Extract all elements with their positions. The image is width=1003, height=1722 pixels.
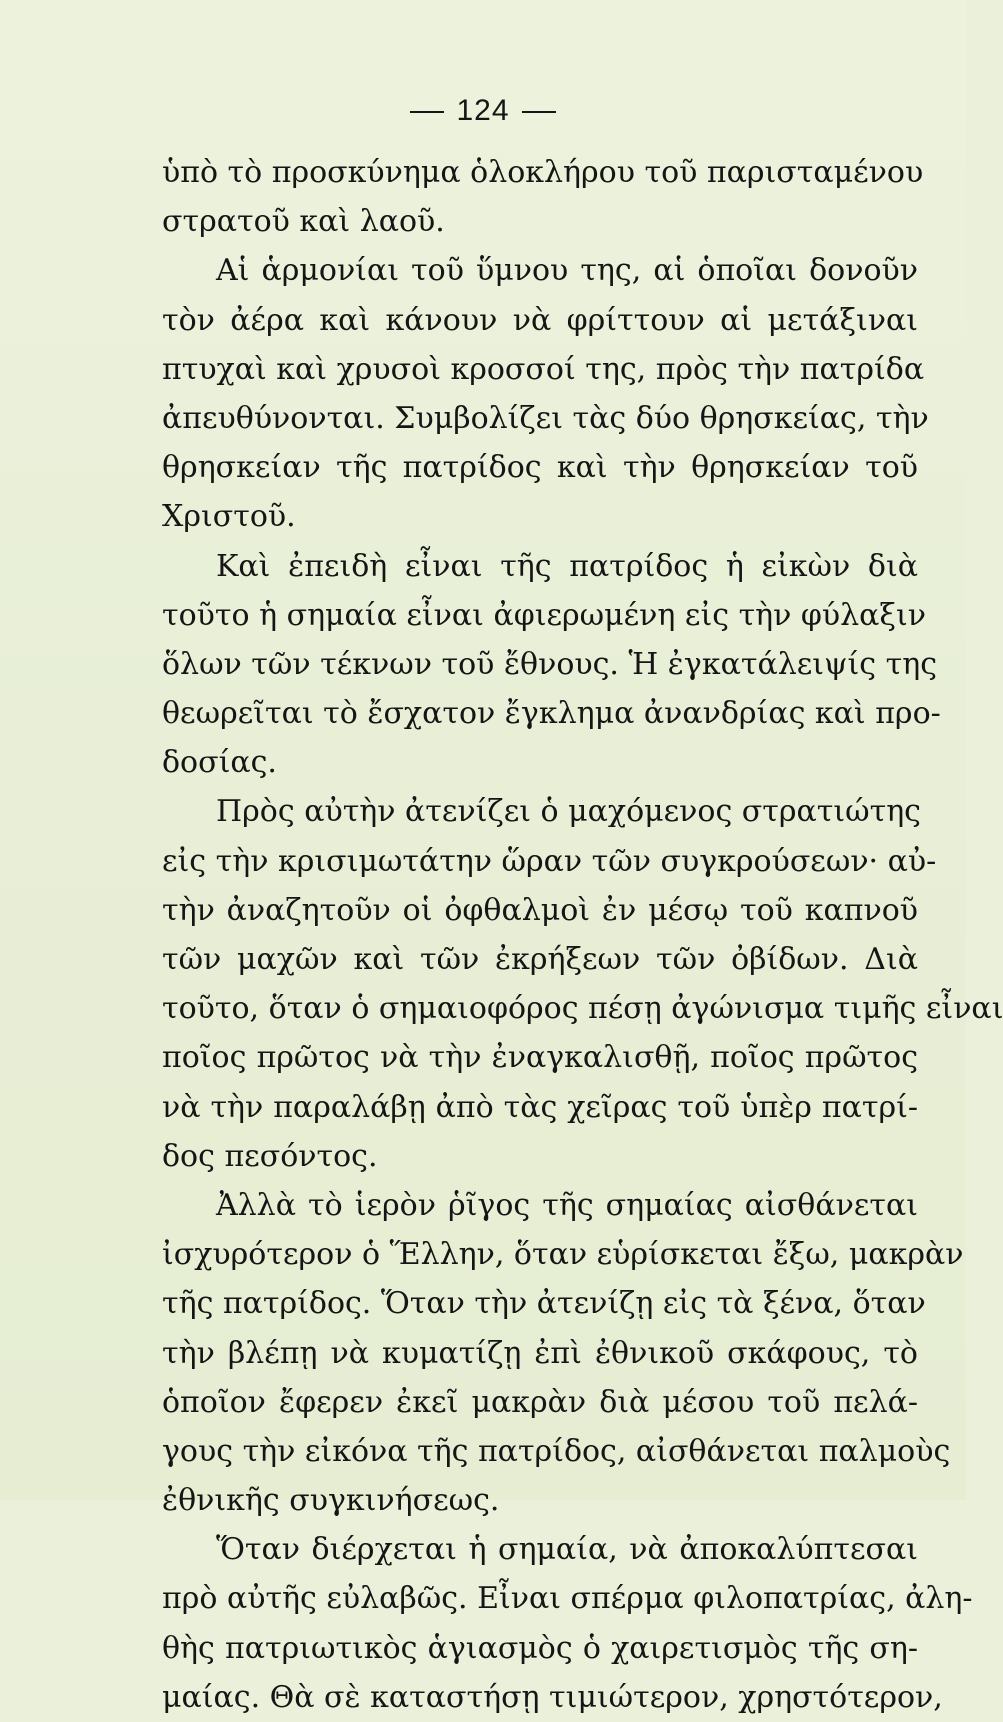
text-line: τοῦτο ἡ σημαία εἶναι ἀφιερωμένη εἰς τὴν φύλαξιν: [162, 597, 926, 633]
text-line: Χριστοῦ.: [162, 499, 296, 535]
text-line: τῆς πατρίδος. Ὅταν τὴν ἀτενίζῃ εἰς τὰ ξένα, ὅταν: [162, 1286, 926, 1322]
text-line: νὰ τὴν παραλάβῃ ἀπὸ τὰς χεῖρας τοῦ ὑπὲρ πατρί-: [162, 1089, 918, 1125]
text-line: πτυχαὶ καὶ χρυσοὶ κροσσοί της, πρὸς τὴν πατρίδα: [162, 351, 925, 387]
text-line: ὁποῖον ἔφερεν ἐκεῖ μακρὰν διὰ μέσου τοῦ πελά-: [162, 1384, 918, 1420]
text-line: Καὶ ἐπειδὴ εἶναι τῆς πατρίδος ἡ εἰκὼν διὰ: [216, 548, 918, 584]
text-line: ἐθνικῆς συγκινήσεως.: [162, 1483, 500, 1519]
text-line: στρατοῦ καὶ λαοῦ.: [162, 204, 445, 240]
text-line: πρὸ αὐτῆς εὐλαβῶς. Εἶναι σπέρμα φιλοπατρίας, ἀλη-: [162, 1581, 973, 1617]
text-line: θρησκείαν τῆς πατρίδος καὶ τὴν θρησκείαν τοῦ: [162, 450, 918, 486]
text-line: θὴς πατριωτικὸς ἁγιασμὸς ὁ χαιρετισμὸς τῆς ση-: [162, 1630, 918, 1666]
text-line: τὸν ἀέρα καὶ κάνουν νὰ φρίττουν αἱ μετάξιναι: [162, 302, 918, 338]
text-line: ἰσχυρότερον ὁ Ἕλλην, ὅταν εὑρίσκεται ἔξω, μακρὰν: [162, 1237, 964, 1273]
text-line: δος πεσόντος.: [162, 1138, 378, 1174]
page-header: [0, 94, 966, 128]
text-line: τὴν ἀναζητοῦν οἱ ὀφθαλμοὶ ἐν μέσῳ τοῦ καπνοῦ: [162, 892, 918, 928]
text-line: ἀπευθύνονται. Συμβολίζει τὰς δύο θρησκείας, τὴν: [162, 400, 929, 436]
text-line: εἰς τὴν κρισιμωτάτην ὥραν τῶν συγκρούσεων· αὐ-: [162, 843, 937, 879]
text-line: μαίας. Θὰ σὲ καταστήσῃ τιμιώτερον, χρηστότερον,: [162, 1679, 943, 1715]
body-text: [162, 148, 1003, 1722]
text-line: ὑπὸ τὸ προσκύνημα ὁλοκλήρου τοῦ παρισταμένου: [162, 155, 924, 190]
text-line: ποῖος πρῶτος νὰ τὴν ἐναγκαλισθῇ, ποῖος πρῶτος: [162, 1040, 918, 1076]
page-number: 124: [456, 94, 510, 127]
text-line: ὅλων τῶν τέκνων τοῦ ἔθνους. Ἡ ἐγκατάλειψίς της: [162, 646, 938, 682]
text-line: τοῦτο, ὅταν ὁ σημαιοφόρος πέσῃ ἀγώνισμα τιμῆς εἶναι: [162, 991, 1003, 1027]
text-line: τὴν βλέπῃ νὰ κυματίζῃ ἐπὶ ἐθνικοῦ σκάφους, τὸ: [162, 1335, 918, 1371]
text-line: Αἱ ἁρμονίαι τοῦ ὕμνου της, αἱ ὁποῖαι δονοῦν: [216, 253, 918, 289]
text-line: Ἀλλὰ τὸ ἱερὸν ῥῖγος τῆς σημαίας αἰσθάνεται: [216, 1187, 918, 1223]
left-dash: [410, 111, 444, 113]
text-line: Ὅταν διέρχεται ἡ σημαία, νὰ ἀποκαλύπτεσαι: [216, 1532, 918, 1568]
text-line: γους τὴν εἰκόνα τῆς πατρίδος, αἰσθάνεται παλμοὺς: [162, 1433, 951, 1469]
text-line: τῶν μαχῶν καὶ τῶν ἐκρήξεων τῶν ὀβίδων. Διὰ: [162, 942, 918, 977]
text-line: θεωρεῖται τὸ ἔσχατον ἔγκλημα ἀνανδρίας καὶ προ-: [162, 696, 941, 732]
text-line: Πρὸς αὐτὴν ἀτενίζει ὁ μαχόμενος στρατιώτης: [216, 794, 921, 830]
text-line: δοσίας.: [162, 745, 277, 781]
right-dash: [522, 111, 556, 113]
